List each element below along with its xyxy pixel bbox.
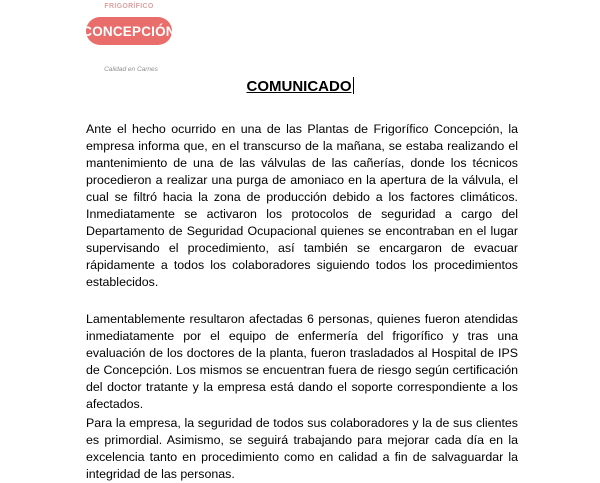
logo-tagline: Calidad en Carnes [104, 66, 158, 73]
text-cursor [353, 77, 354, 94]
paragraph-3: Para la empresa, la seguridad de todos sus colaboradores y la de sus clientes es primordial. Asimismo, se seguirá trabajando para mejorar cada día en la excelencia tanto en procedimiento como en calidad a fin de salvaguardar la integridad de las personas. [86, 416, 518, 481]
logo-brand-badge [82, 17, 176, 45]
paragraph-1: Ante el hecho ocurrido en una de las Plantas de Frigorífico Concepción, la empresa informa que, en el transcurso de la mañana, se estaba realizando el mantenimiento de una de las válvulas de las cañerías, donde los técnicos procedieron a realizar una purga de amoniaco en la apertura de la válvula, el cual se filtró hacia la zona de producción debido a los factores climáticos. Inmediatamente se activaron los protocolos de seguridad a cargo del Departamento de Seguridad Ocupacional quienes se encontraban en el lugar supervisando el procedimiento, así también se encargaron de evacuar rápidamente a todos los colaboradores siguiendo todos los procedimientos establecidos. [86, 122, 518, 289]
document-title [0, 77, 600, 95]
paragraph-2: Lamentablemente resultaron afectadas 6 personas, quienes fueron atendidas inmediatamente por el equipo de enfermería del frigorífico y tras una evaluación de los doctores de la planta, fueron trasladados al Hospital de IPS de Concepción. Los mismos se encuentran fuera de riesgo según certificación del doctor tratante y la empresa está dando el soporte correspondiente a los afectados. [86, 312, 518, 411]
title-text: COMUNICADO [246, 78, 352, 95]
logo-brand-text: CONCEPCIÓN [82, 23, 176, 39]
logo-top-text: FRIGORÍFICO [104, 3, 154, 10]
